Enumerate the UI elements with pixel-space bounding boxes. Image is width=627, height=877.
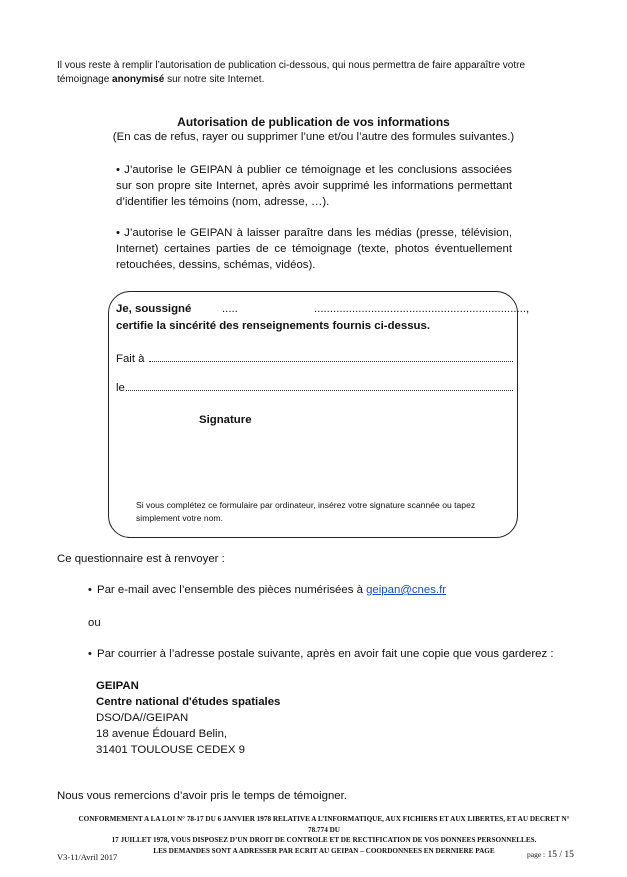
address-dept: DSO/DA//GEIPAN: [96, 712, 189, 724]
version-label: V3-11/Avril 2017: [57, 852, 118, 862]
mail-text: Par courrier à l’adresse postale suivante, après en avoir fait une copie que vous garderez :: [97, 648, 554, 660]
intro-bold-word: anonymisé: [112, 74, 165, 85]
authorization-title: Autorisation de publication de vos informations: [177, 115, 450, 129]
email-link[interactable]: geipan@cnes.fr: [366, 584, 447, 596]
or-text: ou: [88, 617, 101, 629]
fait-a-row: [116, 351, 513, 367]
authorization-item-site: • J’autorise le GEIPAN à publier ce témoignage et les conclusions associées sur son propre site Internet, après avoir supprimé les informations permettant d’identifier les témoins (nom, adresse, …).: [116, 164, 512, 208]
intro-paragraph: [57, 59, 557, 87]
address-agency: Centre national d'études spatiales: [96, 696, 281, 708]
bullet-dot-icon: •: [88, 648, 92, 660]
legal-line-2: 17 JUILLET 1978, VOUS DISPOSEZ D’UN DROIT DE CONTROLE ET DE RECTIFICATION DE VOS DONNEES PERSONNELLES.: [111, 836, 537, 844]
address-org: GEIPAN: [96, 680, 139, 692]
address-city: 31401 TOULOUSE CEDEX 9: [96, 744, 245, 756]
bullet-dot-icon: •: [88, 584, 92, 596]
address-street: 18 avenue Édouard Belin,: [96, 728, 228, 740]
date-row: [116, 380, 513, 396]
intro-text-end: sur notre site Internet.: [164, 74, 265, 85]
intro-text: Il vous reste à remplir l’autorisation de publication ci-dessous, qui nous permettra de faire apparaître votre témoignage: [57, 60, 526, 85]
thanks-text: Nous vous remercions d’avoir pris le temps de témoigner.: [57, 790, 347, 802]
fait-a-label: Fait à: [116, 353, 145, 365]
return-intro: Ce questionnaire est à renvoyer :: [57, 553, 225, 565]
je-soussigne-label: Je, soussigné: [116, 303, 192, 315]
certify-statement: certifie la sincérité des renseignements fournis ci-dessus.: [116, 320, 430, 332]
page-label: page :: [527, 850, 546, 859]
email-text: Par e-mail avec l’ensemble des pièces numérisées à: [97, 584, 367, 596]
authorization-item-media: • J’autorise le GEIPAN à laisser paraître dans les médias (presse, télévision, Internet) certaines parties de ce témoignage (texte, photos éventuellement retouchées, dessins, schémas, vidéos).: [116, 227, 512, 271]
page-number: [527, 850, 574, 860]
signature-label: Signature: [199, 414, 252, 426]
legal-line-1: CONFORMEMENT A LA LOI N° 78-17 DU 6 JANVIER 1978 RELATIVE A L’INFORMATIQUE, AUX FICHIERS ET AUX LIBERTES, ET AU DECRET N° 78.774 DU: [78, 815, 570, 834]
legal-notice: [72, 814, 576, 856]
postal-address: [96, 678, 280, 758]
mail-bullet: [88, 648, 554, 660]
signature-note: Si vous complétez ce formulaire par ordinateur, insérez votre signature scannée ou tapez simplement votre nom.: [136, 500, 476, 523]
email-bullet: [88, 584, 446, 596]
name-field[interactable]: ...................................................................,: [314, 303, 530, 315]
page-count: 15 / 15: [547, 850, 574, 860]
date-field[interactable]: [126, 380, 513, 391]
date-label: le: [116, 382, 125, 394]
legal-line-3: LES DEMANDES SONT A ADRESSER PAR ECRIT AU GEIPAN – COORDONNEES EN DERNIERE PAGE: [153, 846, 495, 855]
fait-a-field[interactable]: [149, 351, 514, 362]
name-field-short[interactable]: .....: [222, 303, 238, 315]
authorization-subtitle: (En cas de refus, rayer ou supprimer l’une et/ou l’autre des formules suivantes.): [112, 131, 515, 143]
